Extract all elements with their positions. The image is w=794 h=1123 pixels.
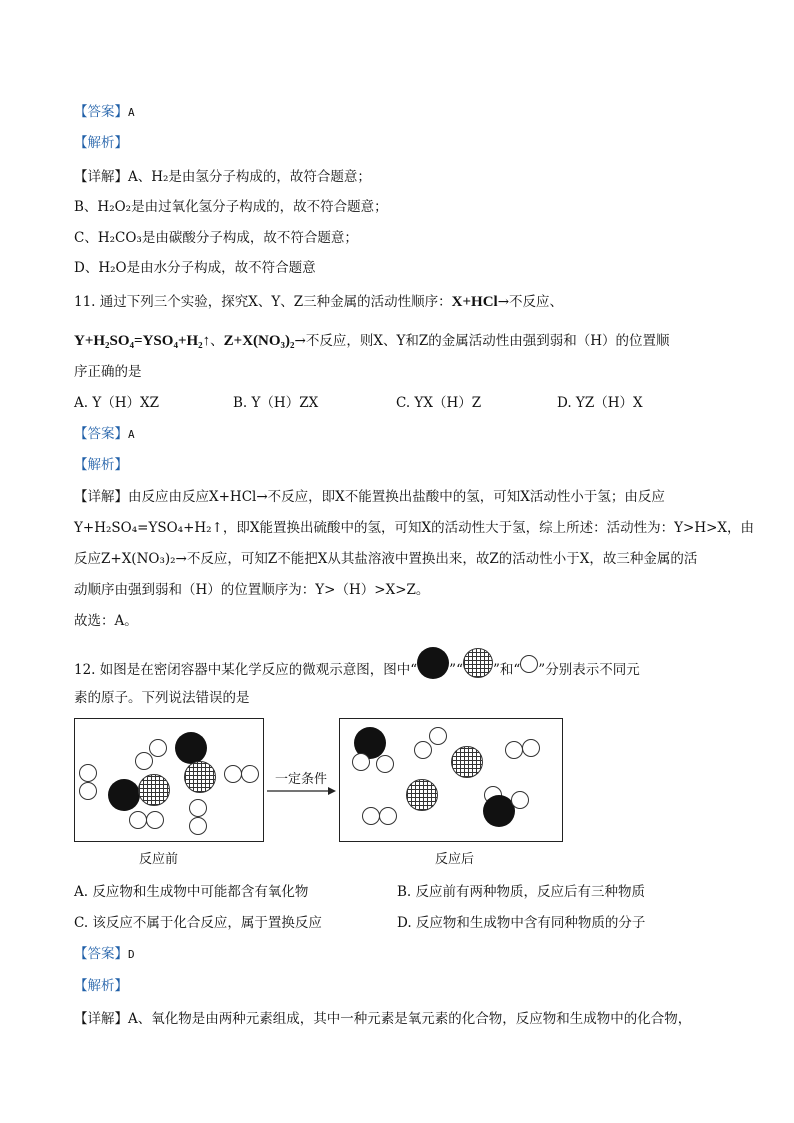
white-atom [352, 753, 370, 771]
q11-option-b: B. Y（H）ZX [233, 395, 319, 411]
answer-tag: 【答案】 [74, 104, 128, 120]
detail-text: 由反应由反应X+HCl→不反应，即X不能置换出盐酸中的氢，可知X活动性小于氢；由反应 [128, 489, 665, 505]
q11-detail-1 [74, 487, 665, 507]
q12-stem-text: 12. 如图是在密闭容器中某化学反应的微观示意图，图中“ [74, 662, 418, 678]
arrow-label: 一定条件 [275, 772, 328, 787]
q11-conclusion: 故选：A。 [74, 613, 138, 629]
q10-detail-a [74, 167, 371, 187]
answer-value: A [128, 106, 135, 119]
white-atom [505, 741, 523, 759]
q11-answer [74, 424, 135, 445]
q11-option-a: A. Y（H）XZ [74, 395, 160, 411]
reaction-arrow-icon [266, 786, 338, 796]
white-atom [135, 752, 153, 770]
caption-before: 反应前 [139, 852, 179, 867]
q10-detail-c: C、H₂CO₃是由碳酸分子构成，故不符合题意； [74, 230, 358, 246]
q11-stem-text: 11. 通过下列三个实验，探究X、Y、Z三种金属的活动性顺序： [74, 294, 452, 310]
answer-value: A [128, 428, 135, 441]
white-atom [511, 791, 529, 809]
q11-stem-2 [74, 331, 670, 351]
reaction-after-box [339, 718, 563, 842]
detail-text: A、H₂是由氢分子构成的，故符合题意； [128, 169, 371, 185]
answer-tag: 【答案】 [74, 946, 128, 962]
q11-option-d: D. YZ（H）X [557, 395, 643, 411]
q12-option-d: D. 反应物和生成物中含有同种物质的分子 [397, 915, 646, 931]
hatched-atom [184, 761, 216, 793]
hatched-atom [138, 774, 170, 806]
q11-stem-1 [74, 292, 563, 312]
analysis-tag: 【解析】 [74, 978, 128, 994]
answer-value: D [128, 948, 135, 961]
q12-answer [74, 944, 135, 965]
white-atom [379, 807, 397, 825]
q12-option-b: B. 反应前有两种物质，反应后有三种物质 [397, 884, 646, 900]
white-atom [429, 727, 447, 745]
q12-quote-sep: ”和“ [492, 662, 521, 678]
q11-formula-1: X+HCl [451, 294, 498, 310]
white-atom [129, 811, 147, 829]
q12-quote-sep: ”“ [449, 662, 463, 678]
white-atom [522, 739, 540, 757]
white-atom [376, 755, 394, 773]
detail-tag: 【详解】 [74, 1011, 128, 1027]
hatched-atom-icon [463, 648, 493, 678]
hatched-atom [451, 746, 483, 778]
white-atom [79, 782, 97, 800]
white-atom [189, 799, 207, 817]
q11-formula-3: Z+X(NO₃)₂ [223, 333, 295, 349]
white-atom [224, 765, 242, 783]
q10-detail-d: D、H₂O是由水分子构成，故不符合题意 [74, 260, 316, 276]
white-atom-icon [520, 655, 538, 673]
detail-tag: 【详解】 [74, 169, 128, 185]
white-atom [241, 765, 259, 783]
q11-detail-2: Y+H₂SO₄=YSO₄+H₂↑，即X能置换出硫酸中的氢，可知X的活动性大于氢，综上所述：活动性为：Y>H>X，由 [74, 520, 755, 536]
q11-option-c: C. YX（H）Z [396, 395, 482, 411]
q11-stem-3: 序正确的是 [74, 364, 142, 380]
black-atom [175, 732, 207, 764]
white-atom [414, 741, 432, 759]
q12-option-c: C. 该反应不属于化合反应，属于置换反应 [74, 915, 322, 931]
q12-stem-1 [74, 660, 640, 680]
white-atom [146, 811, 164, 829]
q11-stem-tail: →不反应、 [497, 294, 564, 310]
caption-after: 反应后 [435, 852, 475, 867]
white-atom [149, 739, 167, 757]
black-atom-icon [417, 647, 449, 679]
q10-answer [74, 102, 135, 123]
q11-stem-tail-2: →不反应，则X、Y和Z的金属活动性由强到弱和（H）的位置顺 [294, 333, 670, 349]
white-atom [79, 764, 97, 782]
q11-detail-3: 反应Z+X(NO₃)₂→不反应，可知Z不能把X从其盐溶液中置换出来，故Z的活动性小于X，故三种金属的活 [74, 551, 698, 567]
q12-option-a: A. 反应物和生成物中可能都含有氧化物 [74, 884, 309, 900]
reaction-before-box [74, 718, 264, 842]
hatched-atom [406, 779, 438, 811]
q12-detail-1 [74, 1009, 691, 1029]
detail-tag: 【详解】 [74, 489, 128, 505]
q11-detail-4: 动顺序由强到弱和（H）的位置顺序为：Y>（H）>X>Z。 [74, 582, 430, 598]
white-atom [189, 817, 207, 835]
q10-detail-b: B、H₂O₂是由过氧化氢分子构成的，故不符合题意； [74, 199, 388, 215]
q11-formula-2: Y+H₂SO₄=YSO₄+H₂↑ [74, 333, 211, 349]
q11-sep: 、 [210, 333, 224, 349]
black-atom [108, 779, 140, 811]
analysis-tag: 【解析】 [74, 135, 128, 151]
analysis-tag: 【解析】 [74, 457, 128, 473]
q12-stem-2: 素的原子。下列说法错误的是 [74, 690, 250, 706]
answer-tag: 【答案】 [74, 426, 128, 442]
detail-text: A、氧化物是由两种元素组成，其中一种元素是氧元素的化合物，反应物和生成物中的化合物， [128, 1011, 692, 1027]
white-atom [362, 807, 380, 825]
q12-stem-tail: ”分别表示不同元 [538, 662, 640, 678]
